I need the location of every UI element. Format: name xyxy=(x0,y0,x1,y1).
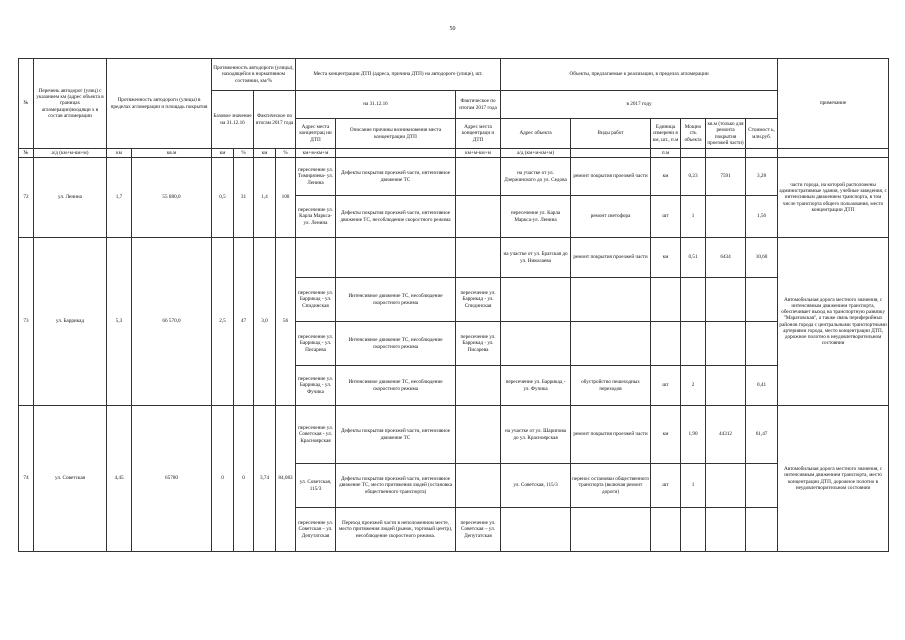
col-dtp: Места концентрации ДТП (адреса, причина ДТП) на автодороге (улице), шт. xyxy=(296,59,501,91)
col-roads: Перечень автодорог (улиц) с указанием км (адрес объекта в границах агломерации)входящи х в состав агломерации xyxy=(34,59,107,149)
page-number: 50 xyxy=(449,26,456,32)
col-object-address: Адрес объекта xyxy=(501,119,571,149)
data-table xyxy=(18,58,889,552)
col-actual: Фактическое по итогам 2017 года xyxy=(254,91,296,149)
col-base: Базовое значение на 31.12.16 xyxy=(212,91,254,149)
table-row: 74 ул. Советская 4,45 65700 0 0 3,74 84,083 пересечение ул. Советская - ул. Красноярская Дефекты покрытия проезжей части, интенсивное движение ТС на участке от ул. Шарипова до ул. Красноярская ремонт покрытия проезжей части км 1,90 44312 61,47 Автомобильная дорога местного значения, с интенсивным движением транспорта, место концентрации ДТП, дорожное полотно в неудовлетворительном состоянии xyxy=(19,406,889,464)
col-capacity: Мощно сть объекта xyxy=(681,119,706,149)
units-row: № а/д (км+м-км+м) км кв.м км % км % км+м-км+м км+м-км+м а/д (км+м-км+м) п.м xyxy=(19,149,889,158)
col-on-date: на 31.12.16 xyxy=(296,91,456,119)
col-objects: Объекты, предлагаемые к реализации, в пределах агломерации xyxy=(501,59,778,91)
table-row: пересечение ул. Советская – ул. Депутатская Переход проезжей части в неположенном месте, место притяжения людей (рынок, торговый центр), несоблюдение скоростного режима. пересечение ул. Советская – ул. Депутатская xyxy=(19,508,889,552)
col-length: Протяженность автодороги (улицы) в пределах агломерации и площадь покрытия xyxy=(107,59,212,149)
col-dtp-reasons: Описание причины возникновения места концентрации ДТП xyxy=(336,119,456,149)
col-dtp-address: Адрес места концентрац ии ДТП xyxy=(296,119,336,149)
note-73: Автомобильная дорога местного значения, с интенсивным движением транспорта, обеспечивает выход на транспортную развязку "Маратовская", а также связь периферийных районов города с центральными транспортными артериями города, место концентрации ДТП, дорожное полотно в неудовлетворительном состоянии xyxy=(778,238,889,406)
col-unit: Единица измерени я км, шт., п.м xyxy=(651,119,681,149)
col-dtp-address2: Адрес места концентраци и ДТП xyxy=(456,119,501,149)
table-row: пересечение ул. Баррикад - ул. Фучика Интенсивное движение ТС, несоблюдение скоростного режима пересечение ул. Баррикад - ул. Фучика обустройство пешеходных переходов шт 2 0,41 xyxy=(19,366,889,406)
col-normative: Протяженность автодороги (улицы), находящейся в нормативном состоянии, км/% xyxy=(212,59,296,91)
table-row: пересечение ул. Баррикад - ул. Писарева Интенсивное движение ТС, несоблюдение скоростного режима пересечение ул. Баррикад - ул. Писарева xyxy=(19,322,889,366)
table-row: ул. Советская, 115/3 Дефекты покрытия проезжей части, интенсивное движение ТС, место притяжения людей (остановка общественного транспорта) ул. Советская, 115/3 перенос остановки общественного транспорта (включая ремонт дороги) шт 1 xyxy=(19,464,889,508)
col-year: в 2017 году xyxy=(501,91,778,119)
note-74: Автомобильная дорога местного значения, с интенсивным движением транспорта, место концентрации ДТП, дорожное полотно в неудовлетворительном состоянии xyxy=(778,406,889,552)
col-sq: кв.м (только для ремонта покрытия проезжей части) xyxy=(706,119,746,149)
table-row: 72 ул. Ленина 1,7 55 880,0 0,5 31 1,4 100 пересечение ул. Тимирязева- ул. Ленина Дефекты покрытия проезжей части, интенсивное движение ТС на участке от ул. Дзержинского до ул. Седова ремонт покрытия проезжей части км 0,23 7591 3,28 части города, на которой расположены административные здания, учебные заведения, с интенсивным движением транспорта, в том числе транспорта общего пользования, место концентрации ДТП xyxy=(19,158,889,196)
col-work-types: Виды работ xyxy=(571,119,651,149)
table-row: 73 ул. Баррикад 5,3 66 570,0 2,5 47 3,0 56 на участке от ул. Братская до ул. Николаева ремонт покрытия проезжей части км 0,51 6434 10,60 Автомобильная дорога местного значения, с интенсивным движением транспорта, обеспечивает выход на транспортную развязку "Маратовская", а также связь периферийных районов города с центральными транспортными артериями города, место концентрации ДТП, дорожное полотно в неудовлетворительном состоянии xyxy=(19,238,889,278)
table-row: пересечение ул. Карла Маркса-ул. Ленина Дефекты покрытия проезжей части, интенсивное движение ТС, несоблюдение скоростного режима пересечение ул. Карла Маркса-ул. Ленина ремонт светофора шт 1 1,56 xyxy=(19,196,889,238)
col-cost: Стоимост ь, млн.руб. xyxy=(746,119,778,149)
table-row: пересечение ул. Баррикад - ул. Спидинская Интенсивное движение ТС, несоблюдение скоростного режима пересечение ул. Баррикад - ул. Спидинская xyxy=(19,278,889,322)
col-dtp-actual: Фактическое по итогам 2017 года xyxy=(456,91,501,119)
col-notes: примечание xyxy=(778,59,889,149)
col-no: № xyxy=(19,59,34,149)
note-72: части города, на которой расположены административные здания, учебные заведения, с интенсивным движением транспорта, в том числе транспорта общего пользования, место концентрации ДТП xyxy=(778,158,889,238)
